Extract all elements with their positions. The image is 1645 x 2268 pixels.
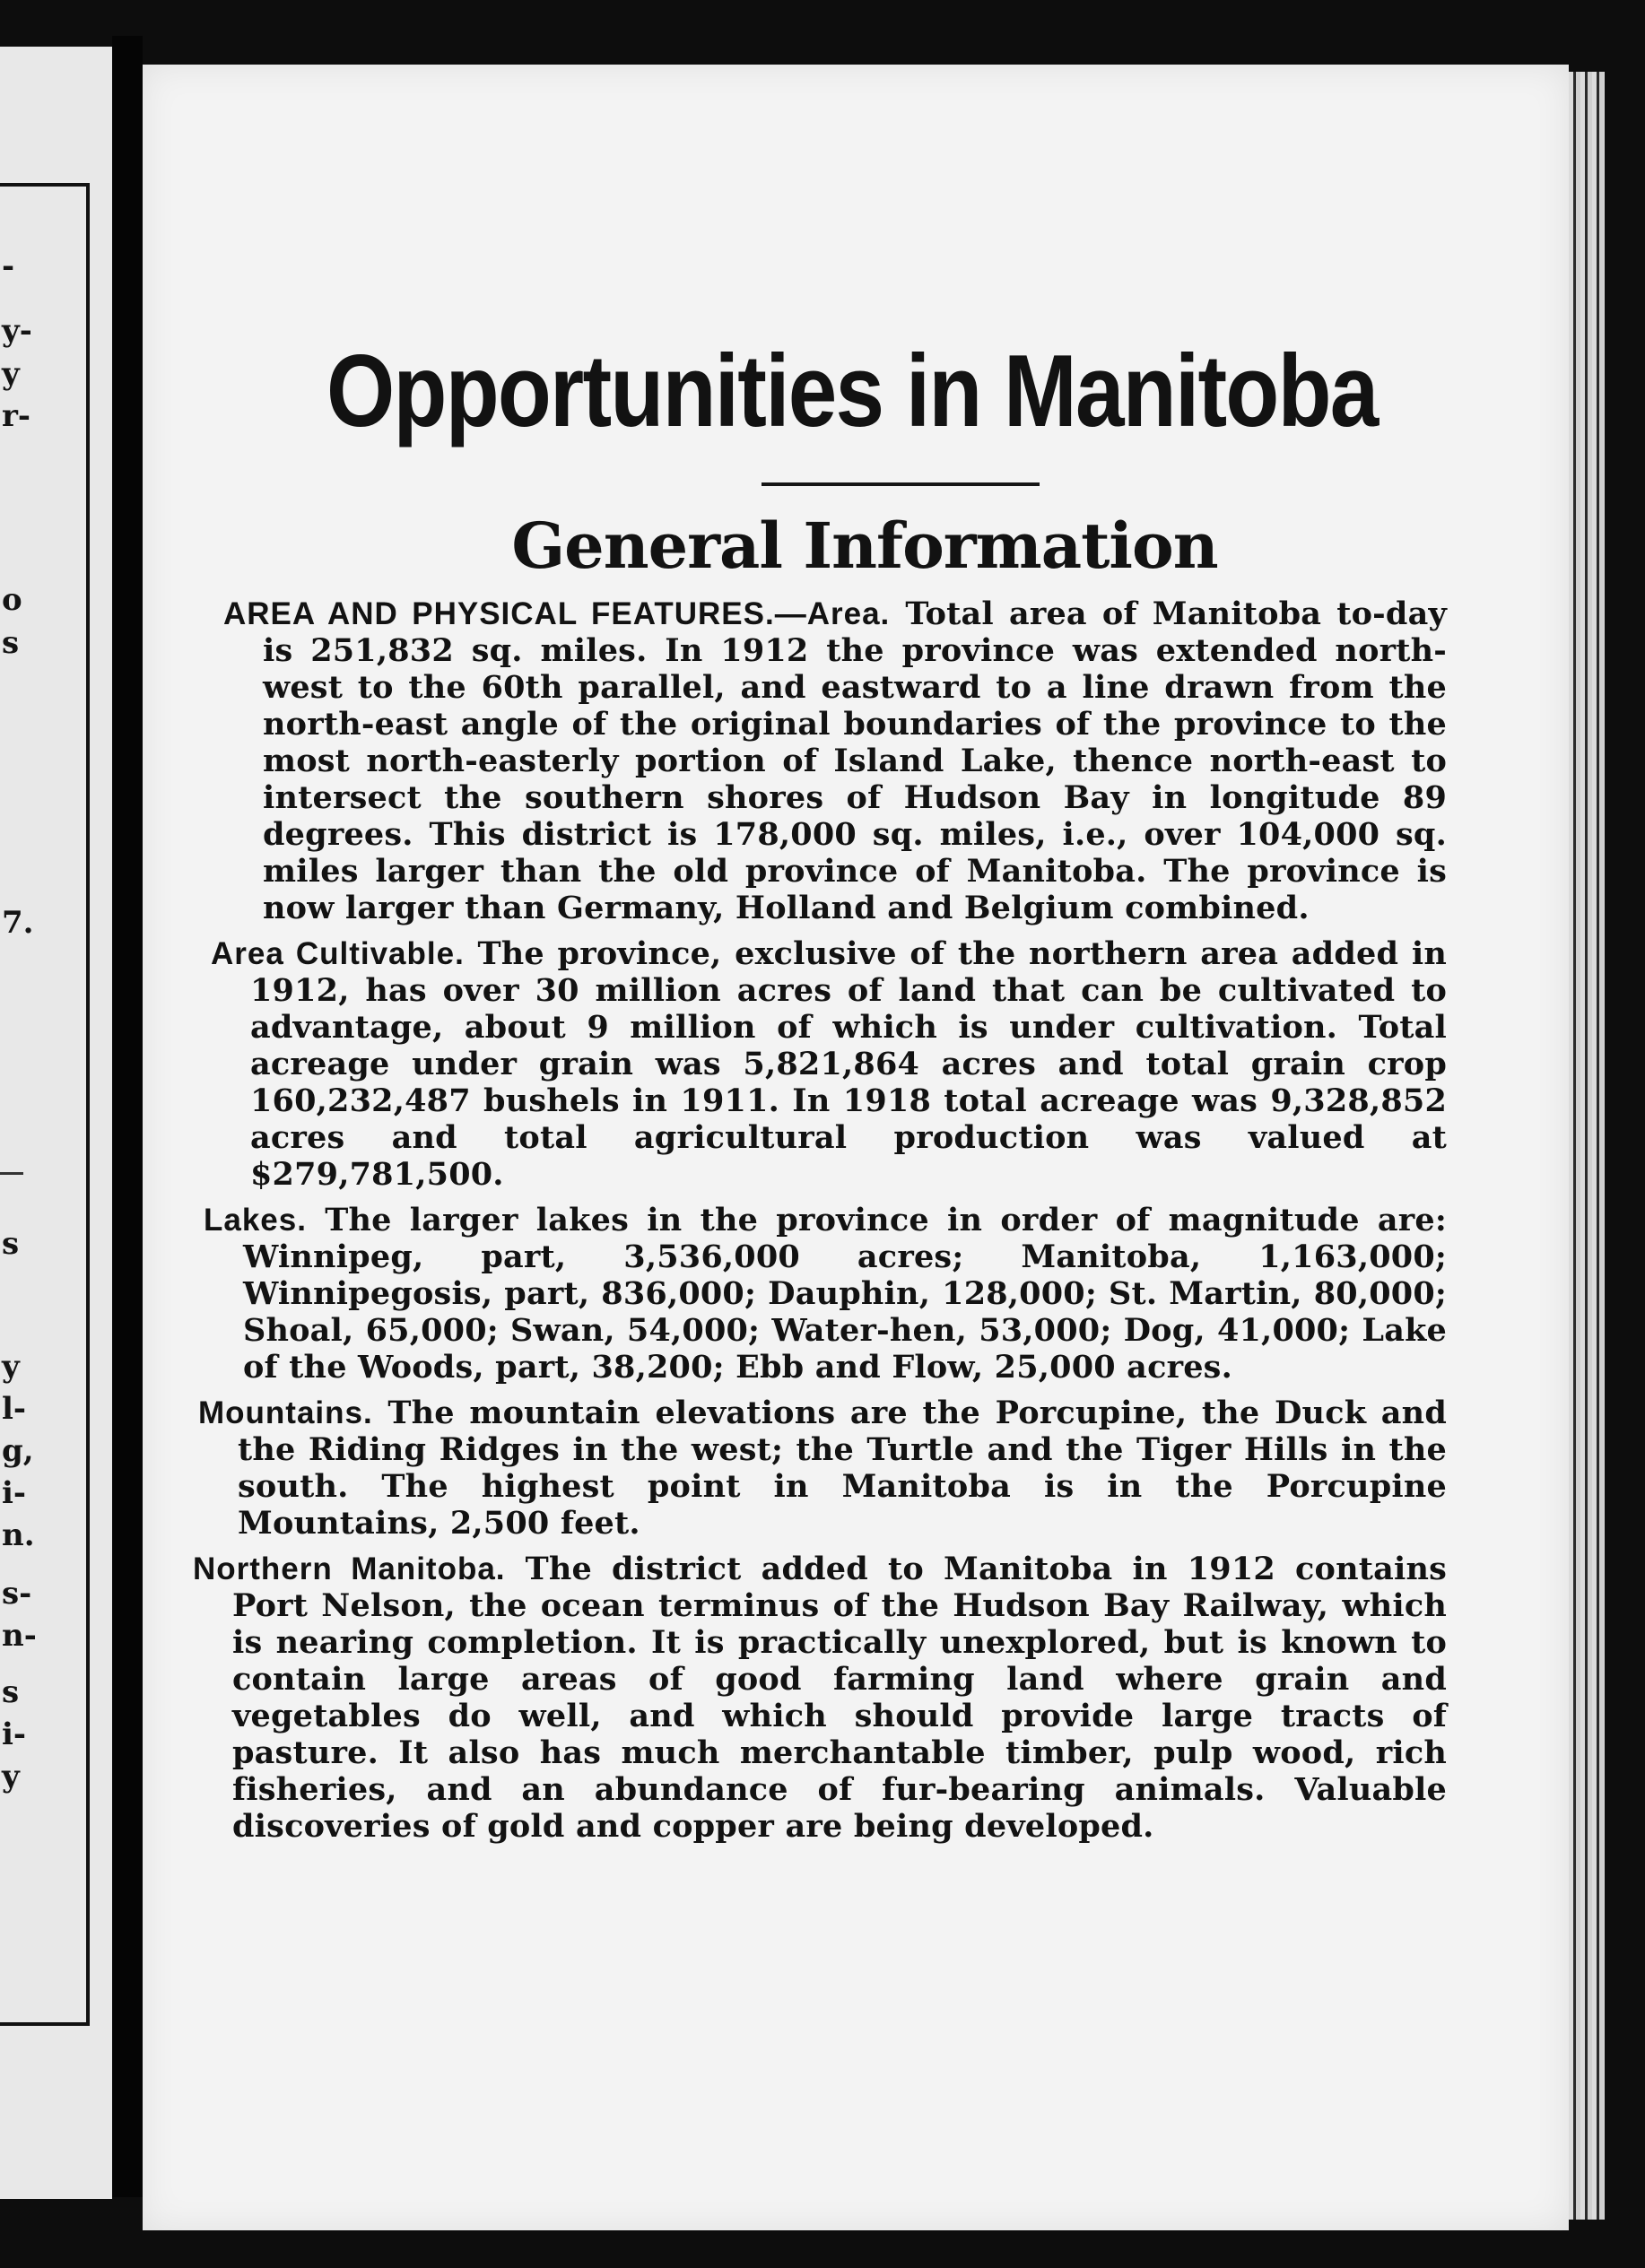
left-fragment: n. [2,1517,35,1553]
left-fragment: s [2,625,20,661]
left-fragment: g, [2,1433,34,1469]
paragraph-heading: Lakes. [204,1203,307,1238]
paragraph-northern-manitoba [193,1551,1447,1845]
left-fragment: r- [2,398,31,434]
paragraph-heading: Northern Manitoba. [193,1551,506,1586]
left-fragment: 7. [2,905,34,941]
book-gutter [112,36,143,2197]
paragraph-text: The district added to Manitoba in 1912 contains Port Nelson, the ocean terminus of the Hudson Bay Railway, which is nearing completion. It is practically unexplored, but is known to contain large areas of good farming land where grain and vegetables do well, and which should provide large tracts of pasture. It also has much merchantable timber, pulp wood, rich fisheries, and an abundance of fur-bearing animals. Valuable discoveries of gold and copper are being developed. [232,1551,1448,1845]
page-stack-edge [1569,72,1605,2220]
paragraph-mountains [198,1395,1447,1542]
document-page [143,65,1569,2230]
paragraph-text: The province, exclusive of the northern area added in 1912, has over 30 million acres of land that can be cultivated to advantage, about 9 million of which is under cultivation. Total acreage under grain was 5,821,864 acres and total grain crop 160,232,487 bushels in 1911. In 1918 total acreage was 9,328,852 acres and total agricultural production was valued at $279,781,500. [250,935,1447,1193]
left-fragment: s [2,1226,20,1262]
left-fragment: o [2,582,22,618]
left-fragment: s- [2,1576,32,1612]
title-divider [762,482,1040,486]
paragraph-text: Total area of Manitoba to-day is 251,832 sq. miles. In 1912 the province was extended north-west to the 60th parallel, and eastward to a line drawn from the north-east angle of the original boundaries of the province to the most north-easterly portion of Island Lake, thence north-east to intersect the southern shores of Hudson Bay in longitude 89 degrees. This district is 178,000 sq. miles, i.e., over 104,000 sq. miles larger than the old province of Manitoba. The province is now larger than Germany, Holland and Belgium combined. [263,595,1447,926]
left-fragment: y [2,1759,20,1794]
paragraph-heading: AREA AND PHYSICAL FEATURES.—Area. [223,596,891,631]
left-facing-page [0,47,112,2199]
paragraph-area-cultivable [211,935,1447,1193]
left-fragment: i- [2,1716,27,1752]
left-fragment: y- [2,313,32,349]
left-fragment: i- [2,1475,27,1511]
left-fragment: n- [2,1618,37,1654]
left-fragment: y [2,1349,20,1385]
left-fragment: s [2,1674,20,1710]
page-title: Opportunities in Manitoba [326,335,1378,448]
paragraph-text: The mountain elevations are the Porcupine, the Duck and the Riding Ridges in the west; the Turtle and the Tiger Hills in the south. The highest point in Manitoba is in the Porcupine Mountains, 2,500 feet. [238,1395,1447,1542]
section-subtitle: General Information [511,508,1218,583]
paragraph-area-physical-features [223,595,1447,926]
left-fragment: l- [2,1391,27,1427]
left-page-rule [0,1172,23,1175]
left-fragment: - [2,248,15,284]
paragraph-heading: Mountains. [198,1395,373,1430]
article [170,334,1488,1854]
paragraph-text: The larger lakes in the province in order of magnitude are: Winnipeg, part, 3,536,000 acres; Manitoba, 1,163,000; Winnipegosis, part, 836,000; Dauphin, 128,000; St. Martin, 80,000; Shoal, 65,000; Swan, 54,000; Water-hen, 53,000; Dog, 41,000; Lake of the Woods, part, 38,200; Ebb and Flow, 25,000 acres. [243,1202,1447,1386]
left-fragment: y [2,356,20,392]
paragraph-lakes [204,1202,1447,1386]
paragraph-heading: Area Cultivable. [211,936,465,971]
